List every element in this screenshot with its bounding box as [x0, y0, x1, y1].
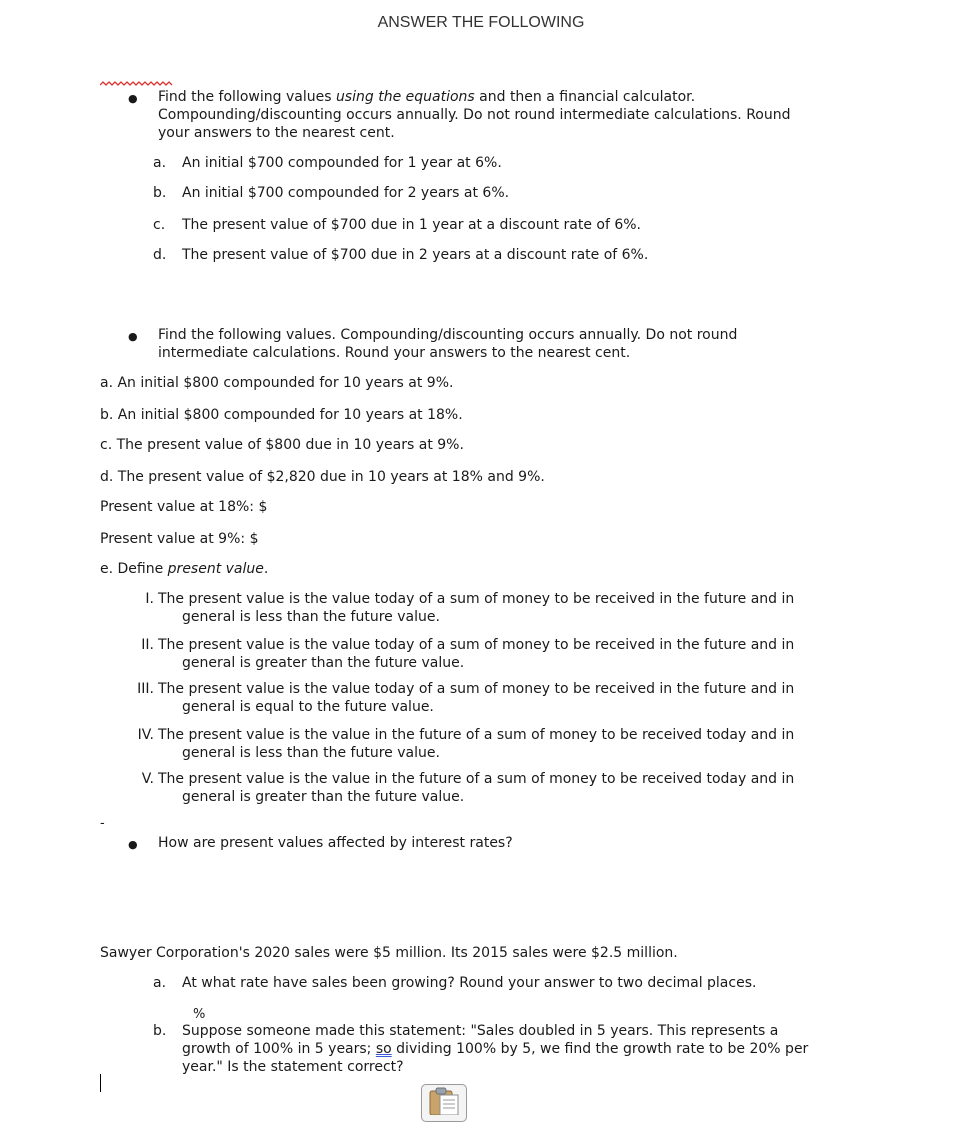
option-numeral: I. — [145, 591, 154, 607]
q2-item: b. An initial $800 compounded for 10 years at 18%. — [100, 407, 463, 423]
bullet-icon: ● — [128, 838, 138, 851]
q2-item: d. The present value of $2,820 due in 10 years at 18% and 9%. — [100, 469, 545, 485]
q1-item-text: An initial $700 compounded for 2 years at 6%. — [182, 185, 510, 201]
option-text-line-1: The present value is the value today of a sum of money to be received in the future and in — [158, 681, 795, 697]
q4-b-line-3: year." Is the statement correct? — [182, 1059, 404, 1075]
q2-item: a. An initial $800 compounded for 10 years at 9%. — [100, 375, 454, 391]
q1-item-text: The present value of $700 due in 1 year at a discount rate of 6%. — [182, 217, 642, 233]
bullet-icon: ● — [128, 92, 138, 105]
q1-item-label: a. — [153, 155, 167, 171]
q2-item: c. The present value of $800 due in 10 years at 9%. — [100, 437, 464, 453]
q1-item-label: b. — [153, 185, 167, 201]
option-text-line-1: The present value is the value in the future of a sum of money to be received today and in — [158, 771, 795, 787]
dash-mark: - — [100, 816, 105, 831]
option-text-line-1: The present value is the value today of a sum of money to be received in the future and in — [158, 591, 795, 607]
q1-item-text: An initial $700 compounded for 1 year at 6%. — [182, 155, 502, 171]
q1-item-text: The present value of $700 due in 2 years at a discount rate of 6%. — [182, 247, 649, 263]
option-text-line-2: general is greater than the future value. — [182, 655, 465, 671]
q4-intro: Sawyer Corporation's 2020 sales were $5 million. Its 2015 sales were $2.5 million. — [100, 945, 678, 961]
spellcheck-squiggle-icon — [100, 80, 174, 88]
q4-b-label: b. — [153, 1023, 167, 1039]
define-present-value: e. Define present value. — [100, 561, 269, 577]
text-cursor — [100, 1074, 101, 1092]
page-title: ANSWER THE FOLLOWING — [377, 14, 585, 31]
q4-a-text: At what rate have sales been growing? Round your answer to two decimal places. — [182, 975, 757, 991]
option-text-line-2: general is less than the future value. — [182, 609, 440, 625]
q1-item-label: d. — [153, 247, 167, 263]
q4-a-label: a. — [153, 975, 167, 991]
pv-9-label: Present value at 9%: $ — [100, 531, 259, 547]
q1-intro-line-1: Find the following values using the equations and then a financial calculator. — [158, 89, 696, 105]
option-text-line-2: general is greater than the future value. — [182, 789, 465, 805]
q1-intro-line-2: Compounding/discounting occurs annually. Do not round intermediate calculations. Round — [158, 107, 791, 123]
option-text-line-1: The present value is the value today of a sum of money to be received in the future and in — [158, 637, 795, 653]
q2-intro-line-1: Find the following values. Compounding/discounting occurs annually. Do not round — [158, 327, 738, 343]
option-text-line-2: general is less than the future value. — [182, 745, 440, 761]
option-text-line-2: general is equal to the future value. — [182, 699, 434, 715]
so-word: so — [375, 1041, 392, 1057]
option-text-line-1: The present value is the value in the future of a sum of money to be received today and in — [158, 727, 795, 743]
clipboard-icon — [422, 1085, 466, 1115]
option-numeral: V. — [141, 771, 154, 787]
option-numeral: IV. — [137, 727, 154, 743]
bullet-icon: ● — [128, 330, 138, 343]
q4-b-line-2: growth of 100% in 5 years; so dividing 100% by 5, we find the growth rate to be 20% per — [182, 1041, 809, 1057]
q1-intro-line-3: your answers to the nearest cent. — [158, 125, 395, 141]
paste-options-button[interactable] — [421, 1084, 467, 1122]
option-numeral: III. — [137, 681, 154, 697]
option-numeral: II. — [141, 637, 154, 653]
q2-intro-line-2: intermediate calculations. Round your answers to the nearest cent. — [158, 345, 631, 361]
q3-text: How are present values affected by interest rates? — [158, 835, 513, 851]
pv-18-label: Present value at 18%: $ — [100, 499, 268, 515]
percent-sign: % — [193, 1007, 206, 1022]
q1-item-label: c. — [153, 217, 166, 233]
q4-b-line-1: Suppose someone made this statement: "Sales doubled in 5 years. This represents a — [182, 1023, 779, 1039]
